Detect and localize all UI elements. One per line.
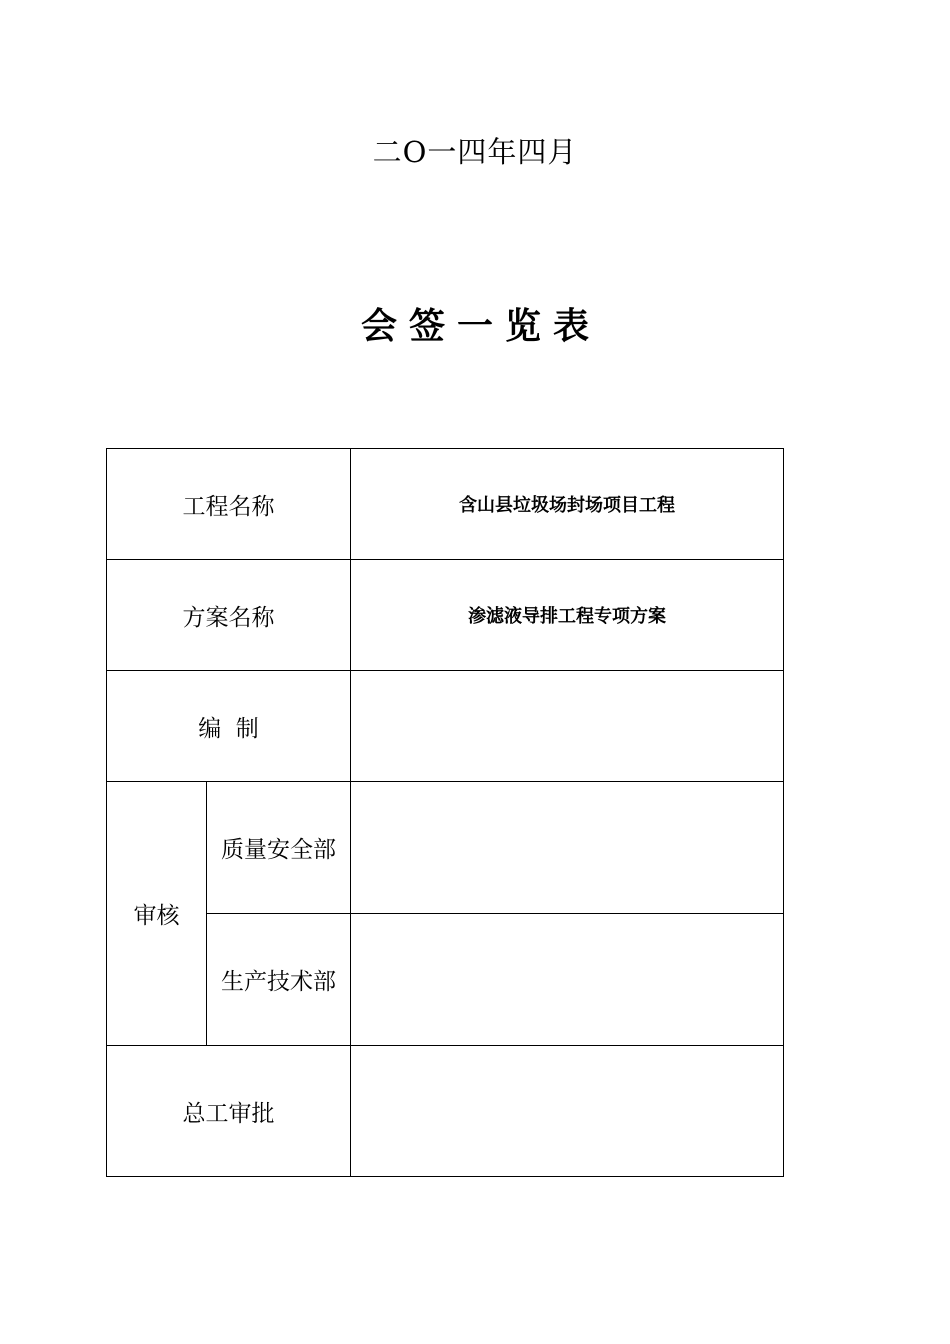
plan-name-label: 方案名称 — [107, 560, 351, 671]
page-title: 会签一览表 — [360, 305, 601, 347]
table-row-plan-name — [107, 560, 784, 671]
project-name-label: 工程名称 — [107, 449, 351, 560]
production-tech-label: 生产技术部 — [207, 914, 351, 1046]
signoff-table — [106, 448, 784, 1177]
compiled-value — [351, 671, 784, 782]
review-label: 审核 — [107, 782, 207, 1046]
table-row-production-tech — [107, 914, 784, 1046]
document-date: 二O一四年四月 — [372, 135, 578, 169]
project-name-value: 含山县垃圾场封场项目工程 — [351, 449, 784, 560]
chief-approval-value — [351, 1046, 784, 1177]
table-row-project-name — [107, 449, 784, 560]
table-row-compiled — [107, 671, 784, 782]
compiled-label: 编 制 — [107, 671, 351, 782]
chief-approval-label: 总工审批 — [107, 1046, 351, 1177]
table-row-chief-approval — [107, 1046, 784, 1177]
quality-safety-label: 质量安全部 — [207, 782, 351, 914]
table-row-quality-safety — [107, 782, 784, 914]
plan-name-value: 渗滤液导排工程专项方案 — [351, 560, 784, 671]
production-tech-value — [351, 914, 784, 1046]
quality-safety-value — [351, 782, 784, 914]
